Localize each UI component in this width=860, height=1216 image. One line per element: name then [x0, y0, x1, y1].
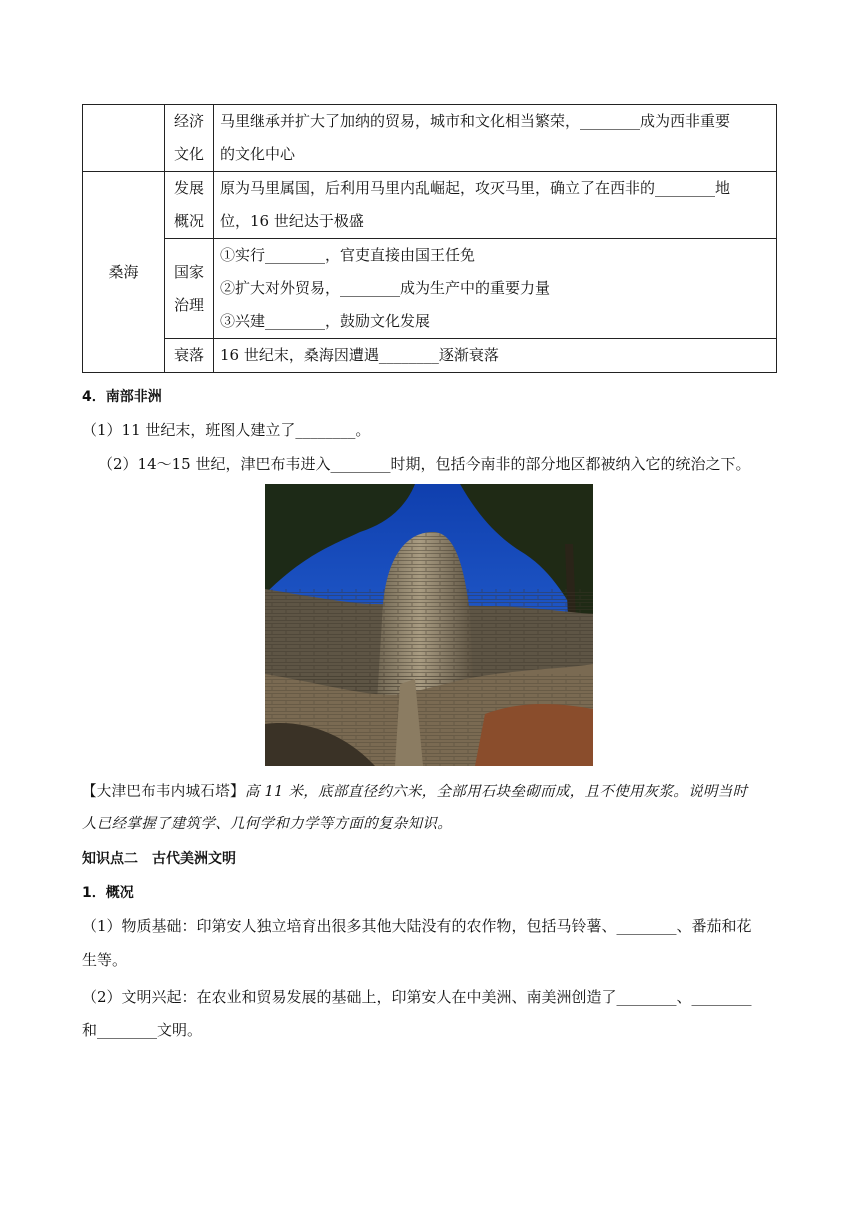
section-subheading: 1．概况: [82, 885, 134, 901]
section-heading: 4．南部非洲: [82, 389, 162, 405]
table-cell-subtopic: 国家 治理: [165, 239, 214, 339]
zimbabwe-tower-photo: [265, 484, 593, 766]
table-cell-content: 原为马里属国，后利用马里内乱崛起，攻灭马里，确立了在西非的________地 位，16 世纪达于极盛: [214, 172, 777, 239]
paragraph: （1）物质基础：印第安人独立培育出很多其他大陆没有的农作物，包括马铃薯、________、番茄和花: [82, 917, 752, 935]
paragraph: （2）14～15 世纪，津巴布韦进入________时期，包括今南非的部分地区都被纳入它的统治之下。: [98, 455, 751, 473]
table-row: [83, 172, 777, 239]
table-cell-subtopic: 经济 文化: [165, 105, 214, 172]
paragraph: （1）11 世纪末，班图人建立了________。: [82, 421, 371, 439]
table-row: [83, 239, 777, 339]
caption-text: 高 11 米，底部直径约六米，全部用石块垒砌而成，且不使用灰浆。说明当时: [244, 784, 748, 800]
table-row: [83, 339, 777, 373]
table-cell-content: 16 世纪末，桑海因遭遇________逐渐衰落: [214, 339, 777, 373]
table-cell-content: 马里继承并扩大了加纳的贸易，城市和文化相当繁荣，________成为西非重要 的文化中心: [214, 105, 777, 172]
paragraph: 和________文明。: [82, 1021, 203, 1039]
table-cell-subtopic: 发展 概况: [165, 172, 214, 239]
table-cell-group: 桑海: [83, 172, 165, 373]
section-heading: 知识点二 古代美洲文明: [82, 851, 236, 867]
table-row: [83, 105, 777, 172]
photo-caption: [82, 776, 782, 840]
caption-text: 人已经掌握了建筑学、几何学和力学等方面的复杂知识。: [82, 816, 452, 832]
table-cell-subtopic: 衰落: [165, 339, 214, 373]
table-cell-group: [83, 105, 165, 172]
paragraph: 生等。: [82, 951, 128, 969]
paragraph: （2）文明兴起：在农业和贸易发展的基础上，印第安人在中美洲、南美洲创造了________、________: [82, 988, 752, 1006]
table-cell-content: ①实行________，官吏直接由国王任免 ②扩大对外贸易，________成为生产中的重要力量 ③兴建________，鼓励文化发展: [214, 239, 777, 339]
caption-title: 【大津巴布韦内城石塔】: [82, 784, 245, 800]
knowledge-table: [82, 104, 777, 373]
